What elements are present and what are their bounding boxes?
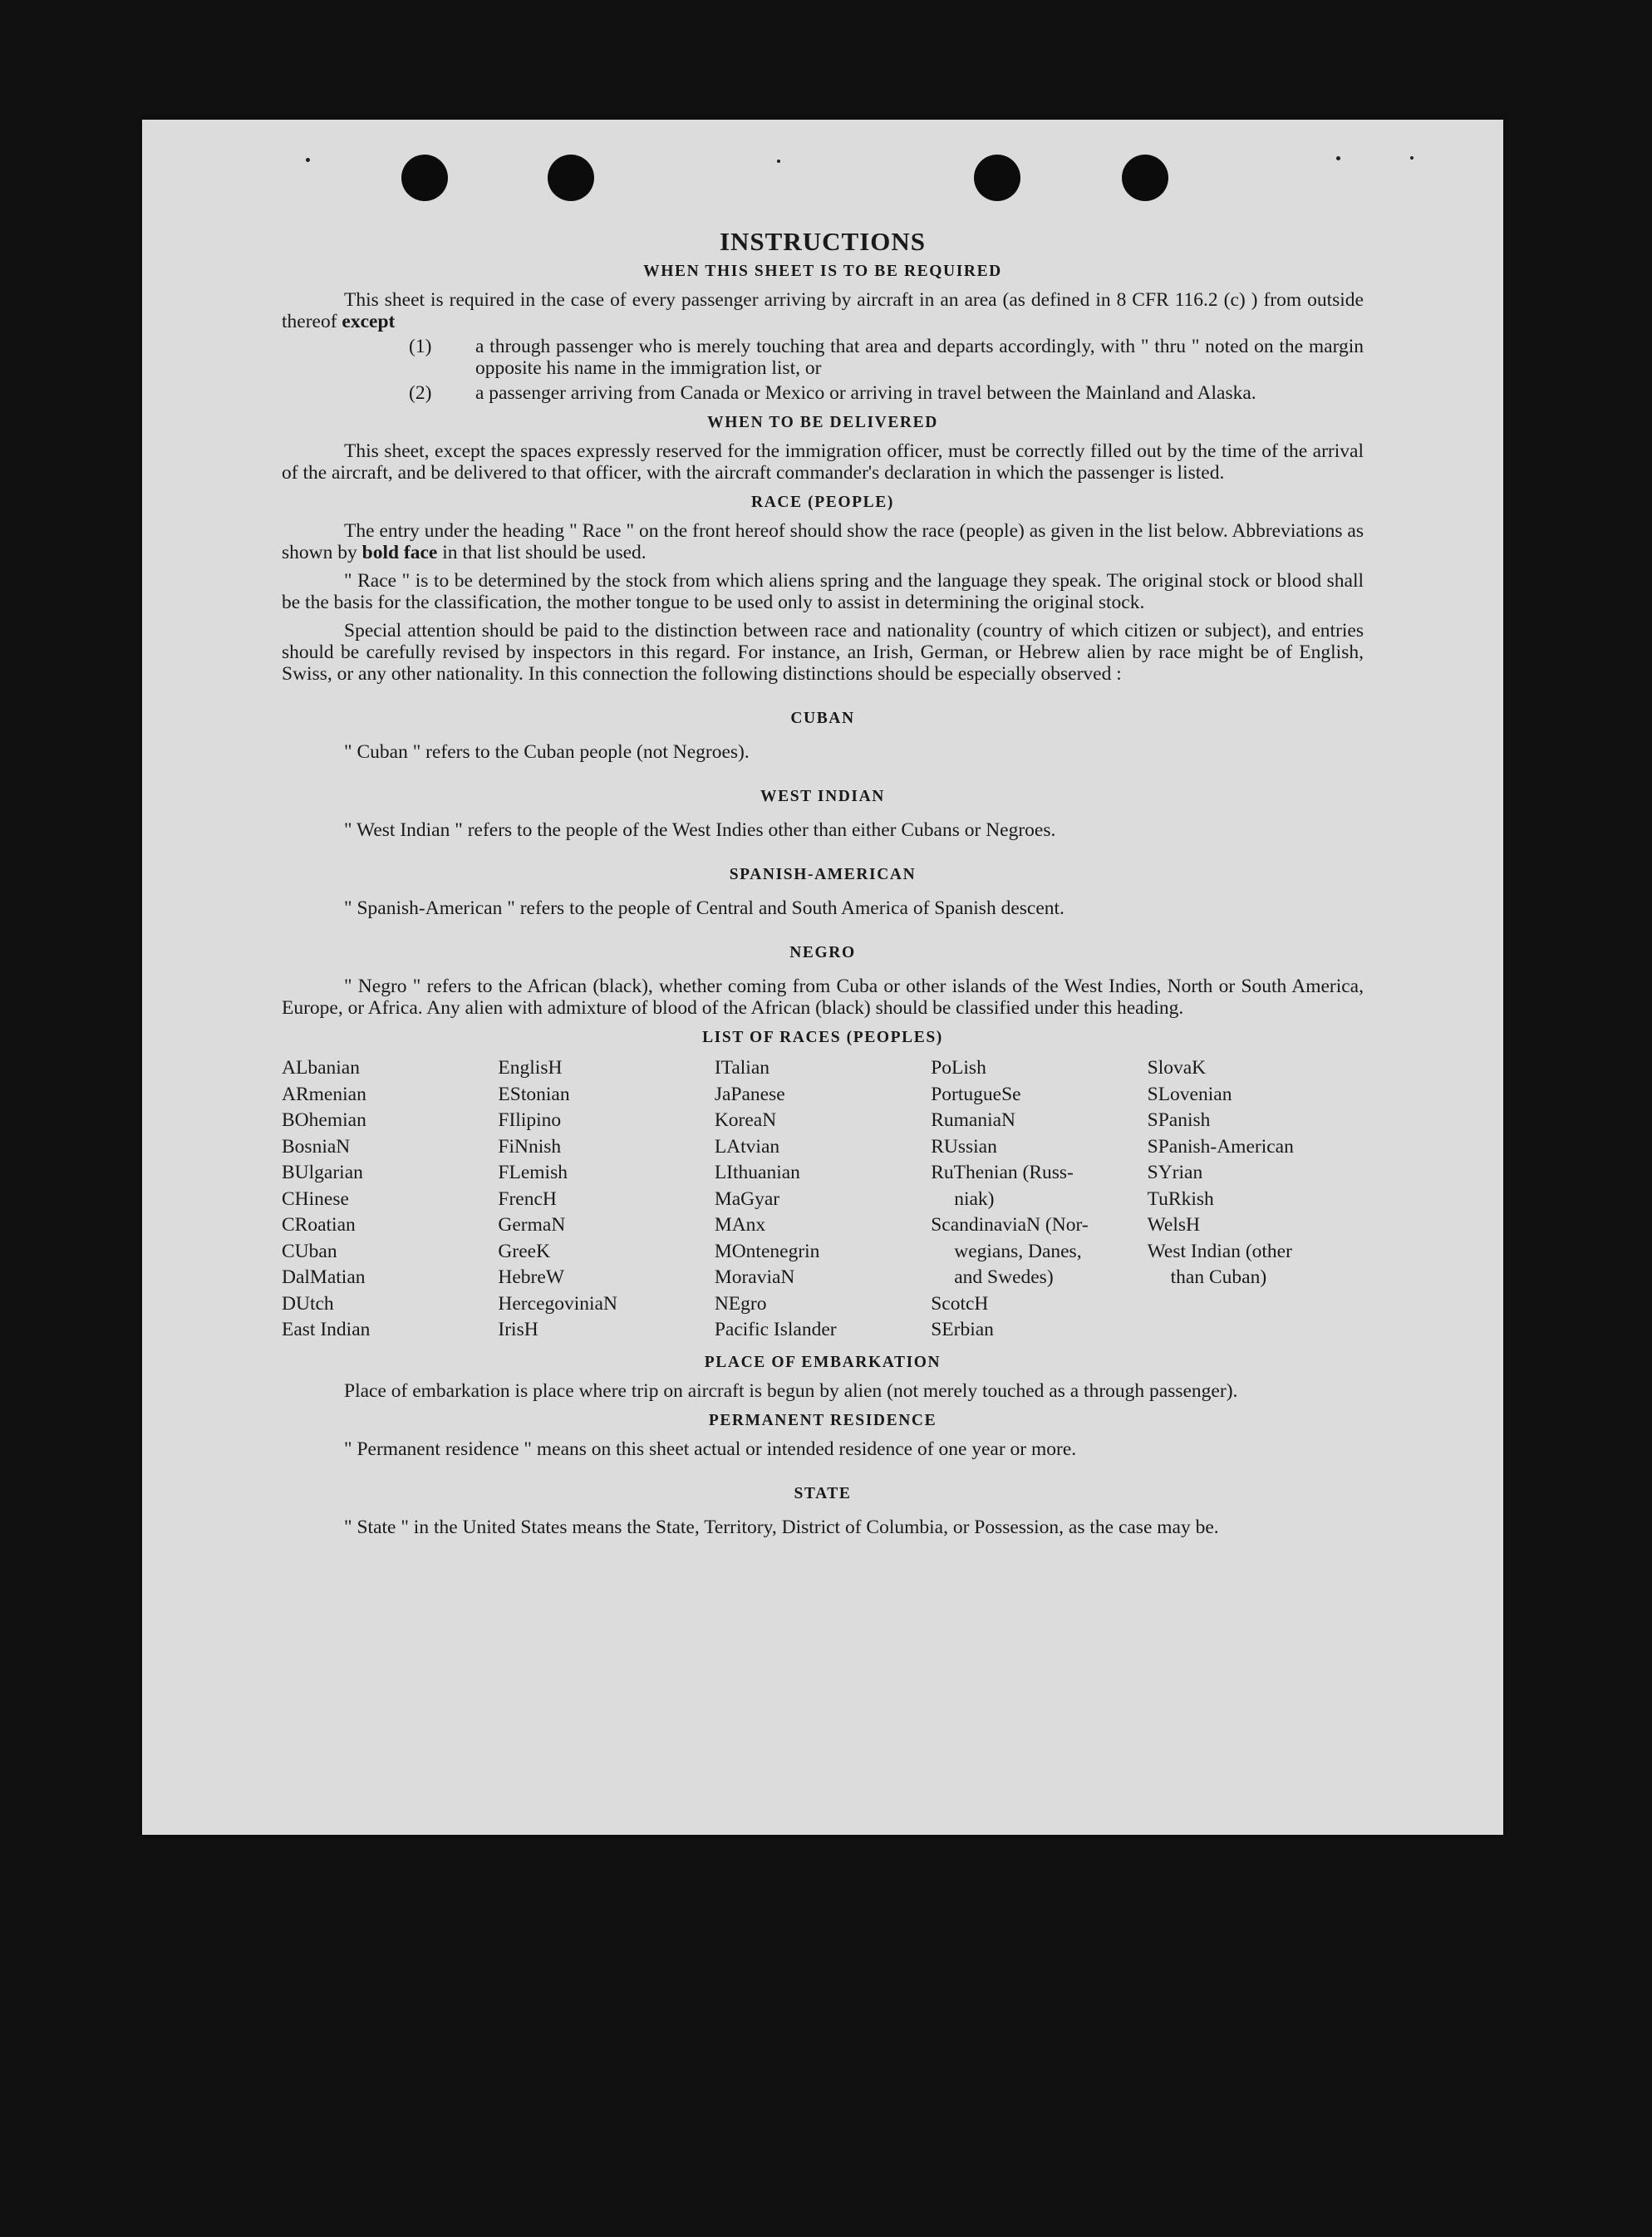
race-entry: DUtch: [282, 1292, 334, 1315]
exception-number: (2): [409, 382, 432, 404]
heading-list-of-races: LIST OF RACES (PEOPLES): [702, 1029, 943, 1046]
punch-hole: [401, 155, 448, 201]
race-entry: CUban: [282, 1240, 337, 1262]
race-entry: Pacific Islander: [714, 1319, 837, 1340]
west-indian-paragraph: " West Indian " refers to the people of the West Indies other than either Cubans or Negroes.: [344, 819, 1056, 841]
race-paragraph-2: " Race " is to be determined by the stock from which aliens spring and the language they speak. The original stock or blood shall be the basis for the classification, the mother tongue to be used only to assist in determining the original stock.: [282, 570, 1364, 613]
race-list: [282, 1055, 1364, 1344]
race-entry: FrencH: [498, 1187, 557, 1210]
punch-hole: [1122, 155, 1168, 201]
negro-paragraph: " Negro " refers to the African (black), whether coming from Cuba or other islands of the West Indies, North or South America, Europe, or Africa. Any alien with admixture of blood of the African (black) should be classified under this heading.: [282, 976, 1364, 1019]
embarkation-paragraph: Place of embarkation is place where trip on aircraft is begun by alien (not merely touched as a through passenger).: [344, 1379, 1238, 1402]
race-entry: ITalian: [714, 1057, 770, 1079]
race-entry: KoreaN: [714, 1109, 777, 1131]
except-bold: except: [342, 311, 396, 332]
race-entry: SlovaK: [1147, 1057, 1207, 1079]
race-entry: RuThenian (Russ-: [931, 1162, 1074, 1183]
race-entry: CHinese: [282, 1187, 349, 1210]
race-paragraph-3: Special attention should be paid to the distinction between race and nationality (country of which citizen or subject), and entries should be carefully revised by inspectors in this regard. For instance, an Irish, German, or Hebrew alien by race might be of English, Swiss, or any other nationality. In this connection the following distinctions should be especially observed :: [282, 620, 1364, 685]
punch-hole: [974, 155, 1020, 201]
race-entry: ALbanian: [282, 1057, 360, 1079]
race-entry: SErbian: [931, 1319, 994, 1340]
race-entry: BUlgarian: [282, 1162, 363, 1183]
exception-text: a through passenger who is merely touching that area and departs accordingly, with " thru " noted on the margin opposite his name in the immigration list, or: [475, 336, 1364, 379]
heading-west-indian: WEST INDIAN: [760, 788, 885, 805]
race-entry: SYrian: [1147, 1162, 1203, 1183]
residence-paragraph: " Permanent residence " means on this sheet actual or intended residence of one year or more.: [344, 1438, 1077, 1460]
race-entry: ScotcH: [931, 1292, 989, 1315]
heading-when-required: WHEN THIS SHEET IS TO BE REQUIRED: [643, 263, 1002, 280]
race-entry: MOntenegrin: [714, 1240, 820, 1262]
race-column: [498, 1055, 714, 1344]
race-entry: and Swedes): [954, 1266, 1054, 1288]
race-entry: niak): [954, 1187, 995, 1210]
race-entry: SPanish-American: [1147, 1135, 1294, 1158]
paper-speck: [777, 160, 780, 163]
race-entry: WelsH: [1147, 1214, 1200, 1236]
exception-item: [282, 382, 1364, 404]
cuban-paragraph: " Cuban " refers to the Cuban people (not Negroes).: [344, 741, 750, 763]
race-entry: PortugueSe: [931, 1083, 1021, 1105]
race-entry: FLemish: [498, 1162, 568, 1183]
race-entry: RUssian: [931, 1135, 997, 1158]
race-entry: wegians, Danes,: [954, 1240, 1082, 1262]
when-required-paragraph: [282, 289, 1364, 332]
race-column: [715, 1055, 931, 1344]
race-entry: LIthuanian: [714, 1162, 800, 1183]
race-entry: IrisH: [498, 1319, 538, 1340]
heading-cuban: CUBAN: [790, 710, 855, 727]
bold-face-text: bold face: [361, 542, 438, 563]
race-entry: than Cuban): [1170, 1266, 1267, 1288]
race-entry: DalMatian: [282, 1266, 366, 1288]
punch-hole: [548, 155, 594, 201]
race-entry: CRoatian: [282, 1214, 356, 1236]
race-entry: MAnx: [714, 1214, 766, 1236]
race-entry: NEgro: [714, 1292, 767, 1315]
heading-spanish-american: SPANISH-AMERICAN: [729, 866, 917, 883]
race-entry: HercegoviniaN: [498, 1292, 617, 1315]
race-entry: MoraviaN: [714, 1266, 795, 1288]
spanish-american-paragraph: " Spanish-American " refers to the people of Central and South America of Spanish descent.: [344, 897, 1064, 919]
paper-speck: [306, 158, 310, 162]
race-entry: FIlipino: [498, 1109, 562, 1131]
exception-text: a passenger arriving from Canada or Mexico or arriving in travel between the Mainland and Alaska.: [475, 382, 1256, 404]
race-entry: SLovenian: [1147, 1083, 1232, 1105]
race-entry: ScandinaviaN (Nor-: [931, 1214, 1089, 1236]
race-entry: EnglisH: [498, 1057, 563, 1079]
race-entry: MaGyar: [714, 1187, 780, 1210]
paper-speck: [1410, 156, 1414, 160]
race-entry: BOhemian: [282, 1109, 366, 1131]
heading-when-delivered: WHEN TO BE DELIVERED: [707, 414, 938, 431]
race-paragraph-1: [282, 520, 1364, 563]
race-entry: ARmenian: [282, 1083, 366, 1105]
race-column: [282, 1055, 498, 1344]
state-paragraph: " State " in the United States means the State, Territory, District of Columbia, or Possession, as the case may be.: [344, 1516, 1219, 1538]
race-entry: JaPanese: [714, 1083, 785, 1105]
instructions-content: [282, 227, 1364, 1538]
paper-speck: [1336, 156, 1340, 160]
heading-state: STATE: [794, 1484, 852, 1502]
race-entry: PoLish: [931, 1057, 986, 1079]
race-entry: RumaniaN: [931, 1109, 1016, 1131]
race-entry: FiNnish: [498, 1135, 562, 1158]
exception-item: [282, 336, 1364, 379]
race-column: [1148, 1055, 1364, 1344]
race-column: [931, 1055, 1147, 1344]
race-entry: TuRkish: [1147, 1187, 1214, 1210]
race-entry: GreeK: [498, 1240, 551, 1262]
race-entry: East Indian: [282, 1319, 371, 1340]
race-entry: GermaN: [498, 1214, 566, 1236]
page-title: INSTRUCTIONS: [719, 227, 926, 256]
race-p1-b: in that list should be used.: [442, 542, 647, 563]
race-entry: SPanish: [1147, 1109, 1211, 1131]
race-entry: HebreW: [498, 1266, 564, 1288]
heading-race: RACE (PEOPLE): [751, 494, 894, 511]
race-entry: EStonian: [498, 1083, 570, 1105]
race-entry: LAtvian: [714, 1135, 780, 1158]
race-entry: West Indian (other: [1147, 1240, 1292, 1262]
when-delivered-paragraph: This sheet, except the spaces expressly reserved for the immigration officer, must be correctly filled out by the time of the arrival of the aircraft, and be delivered to that officer, with the aircraft commander's declaration in which the passenger is listed.: [282, 440, 1364, 484]
exception-number: (1): [409, 336, 432, 357]
race-entry: BosniaN: [282, 1135, 351, 1158]
heading-residence: PERMANENT RESIDENCE: [708, 1411, 937, 1429]
race-p1-a: The entry under the heading " Race " on the front hereof should show the race (people) as given in the list below. Abbreviations as shown by: [282, 520, 1364, 563]
heading-negro: NEGRO: [789, 944, 856, 961]
when-required-intro: This sheet is required in the case of every passenger arriving by aircraft in an area (as defined in 8 CFR 116.2 (c) ) from outside thereof: [282, 289, 1364, 332]
heading-embarkation: PLACE OF EMBARKATION: [704, 1353, 942, 1371]
